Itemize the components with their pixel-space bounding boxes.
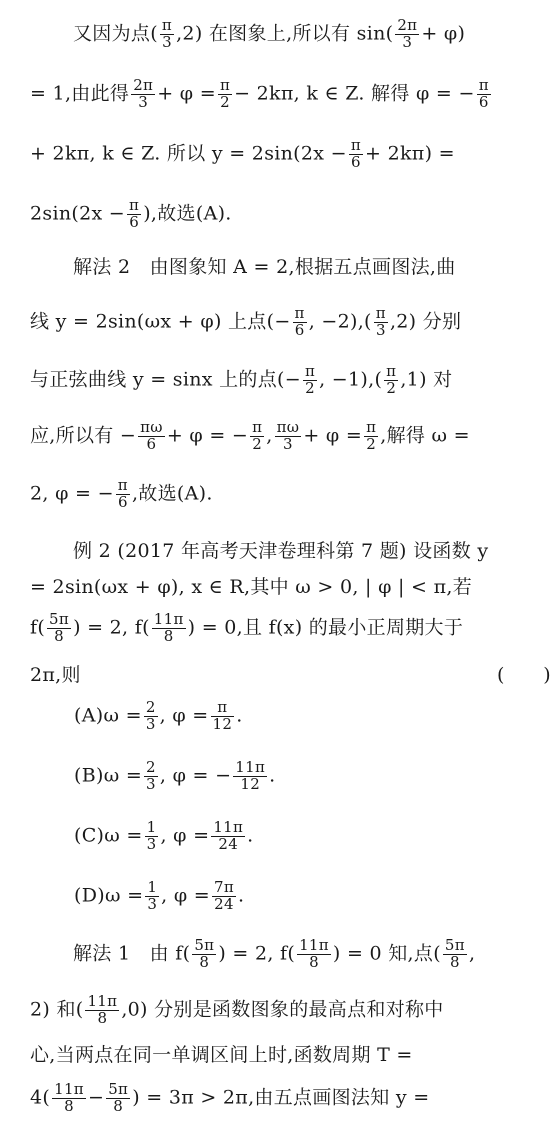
text-segment: 2, φ = −	[30, 482, 114, 505]
fraction: $\frac{5\pi}{8}$	[444, 936, 465, 971]
fraction: $\frac{\pi}{2}$	[219, 76, 231, 111]
option-label: (C)ω =	[74, 824, 143, 847]
option-label: (A)ω =	[74, 704, 142, 727]
fraction: $\frac{\pi}{3}$	[375, 304, 386, 339]
fraction: $\frac{\pi}{2}$	[386, 362, 397, 397]
fraction: $\frac{\pi\omega}{6}$	[140, 418, 163, 453]
text-line-13	[0, 660, 557, 687]
fraction: $\frac{\pi\omega}{3}$	[276, 418, 300, 453]
text-segment: .	[236, 704, 243, 727]
text-segment: 与正弦曲线 y = sinx 上的点(−	[30, 368, 301, 391]
text-segment: = 1,由此得	[30, 82, 130, 105]
text-segment: .	[247, 824, 254, 847]
fraction: $\frac{2\pi}{3}$	[397, 16, 418, 51]
text-segment: .	[269, 764, 276, 787]
fraction: $\frac{\pi}{6}$	[294, 304, 305, 339]
text-line-11	[0, 572, 557, 599]
fraction: $\frac{11\pi}{8}$	[299, 936, 329, 971]
text-segment: ),故选(A).	[143, 202, 232, 225]
text-segment: ) = 0 知,点(	[332, 942, 441, 965]
answer-parentheses: ( )	[496, 664, 551, 686]
text-segment: 线 y = 2sin(ωx + φ) 上点(−	[30, 310, 291, 333]
fraction: $\frac{5\pi}{8}$	[108, 1080, 129, 1115]
text-segment: 心,当两点在同一单调区间上时,函数周期 T =	[30, 1044, 413, 1066]
fraction: $\frac{11\pi}{12}$	[235, 758, 266, 793]
fraction: $\frac{\pi}{6}$	[129, 196, 140, 231]
text-segment: ) = 2, f(	[218, 942, 296, 965]
fraction: $\frac{11\pi}{8}$	[87, 992, 118, 1027]
text-segment: = 2sin(ωx + φ), x ∈ R,其中 ω > 0, | φ | < π,若	[30, 576, 473, 598]
text-segment: ,解得 ω =	[380, 424, 470, 447]
text-segment: 4(	[30, 1086, 51, 1109]
text-segment: , φ =	[159, 704, 209, 727]
fraction: $\frac{2\pi}{3}$	[133, 76, 154, 111]
text-line-6	[0, 306, 557, 339]
method-heading: 解法 1 由 f(	[73, 942, 191, 965]
text-segment: + φ =	[157, 82, 216, 105]
fraction: $\frac{2}{3}$	[145, 698, 156, 733]
text-segment: + φ =	[303, 424, 363, 447]
text-segment: 2sin(2x −	[30, 202, 126, 225]
text-line-19	[0, 994, 557, 1027]
option-a	[0, 700, 557, 733]
text-segment: ,故选(A).	[131, 482, 213, 505]
text-line-5	[0, 252, 557, 279]
example-heading: 例 2 (2017 年高考天津卷理科第 7 题) 设函数 y	[73, 540, 489, 562]
fraction: $\frac{5\pi}{8}$	[194, 936, 215, 971]
text-line-3	[0, 138, 557, 171]
text-segment: + φ)	[421, 22, 466, 45]
text-line-10	[0, 536, 557, 563]
text-segment: + φ = −	[166, 424, 249, 447]
text-line-2	[0, 78, 557, 111]
fraction: $\frac{1}{3}$	[147, 878, 158, 913]
text-segment: 应,所以有 −	[30, 424, 137, 447]
text-line-9	[0, 478, 557, 511]
text-segment: 又因为点(	[73, 22, 158, 45]
text-line-21	[0, 1082, 557, 1115]
text-segment: ) = 2, f(	[73, 616, 150, 639]
fraction: $\frac{11\pi}{8}$	[54, 1080, 84, 1115]
text-segment: 2π,则	[30, 664, 81, 686]
text-segment: −	[87, 1086, 105, 1109]
text-line-7	[0, 364, 557, 397]
text-line-1	[0, 18, 557, 51]
text-segment: , φ =	[160, 824, 210, 847]
text-line-12	[0, 612, 557, 645]
option-label: (D)ω =	[74, 884, 144, 907]
fraction: $\frac{\pi}{6}$	[478, 76, 489, 111]
fraction: $\frac{1}{3}$	[146, 818, 157, 853]
method-heading: 解法 2 由图象知 A = 2,根据五点画图法,曲	[73, 256, 456, 278]
fraction: $\frac{5\pi}{8}$	[49, 610, 70, 645]
fraction: $\frac{7\pi}{24}$	[214, 878, 235, 913]
text-line-18	[0, 938, 557, 971]
text-segment: , −1),(	[319, 368, 383, 391]
text-segment: ,1) 对	[400, 368, 453, 391]
option-label: (B)ω =	[74, 764, 143, 787]
text-line-20	[0, 1040, 557, 1067]
option-c	[0, 820, 557, 853]
fraction: $\frac{11\pi}{8}$	[153, 610, 184, 645]
text-segment: ,	[266, 424, 273, 447]
fraction: $\frac{\pi}{12}$	[212, 698, 233, 733]
text-segment: f(	[30, 616, 46, 639]
fraction: $\frac{\pi}{2}$	[252, 418, 263, 453]
fraction: $\frac{\pi}{6}$	[117, 476, 128, 511]
text-line-8	[0, 420, 557, 453]
text-line-4	[0, 198, 557, 231]
fraction: $\frac{11\pi}{24}$	[213, 818, 244, 853]
fraction: $\frac{2}{3}$	[146, 758, 156, 793]
text-segment: ,0) 分别是函数图象的最高点和对称中	[121, 998, 444, 1021]
text-segment: , φ =	[161, 884, 210, 907]
text-segment: ,2) 在图象上,所以有 sin(	[176, 22, 394, 45]
text-segment: ) = 0,且 f(x) 的最小正周期大于	[187, 616, 464, 639]
fraction: $\frac{\pi}{3}$	[161, 16, 173, 51]
fraction: $\frac{\pi}{6}$	[350, 136, 362, 171]
text-segment: .	[238, 884, 245, 907]
text-segment: ,2) 分别	[389, 310, 462, 333]
fraction: $\frac{\pi}{2}$	[304, 362, 316, 397]
text-segment: ) = 3π > 2π,由五点画图法知 y =	[132, 1086, 430, 1109]
text-segment: , φ = −	[159, 764, 232, 787]
text-segment: ,	[468, 942, 476, 965]
fraction: $\frac{\pi}{2}$	[366, 418, 377, 453]
text-segment: − 2kπ, k ∈ Z. 解得 φ = −	[234, 82, 475, 105]
option-b	[0, 760, 557, 793]
text-segment: , −2),(	[308, 310, 372, 333]
text-segment: + 2kπ) =	[365, 142, 455, 165]
text-segment: 2) 和(	[30, 998, 84, 1021]
option-d	[0, 880, 557, 913]
text-segment: + 2kπ, k ∈ Z. 所以 y = 2sin(2x −	[30, 142, 347, 165]
